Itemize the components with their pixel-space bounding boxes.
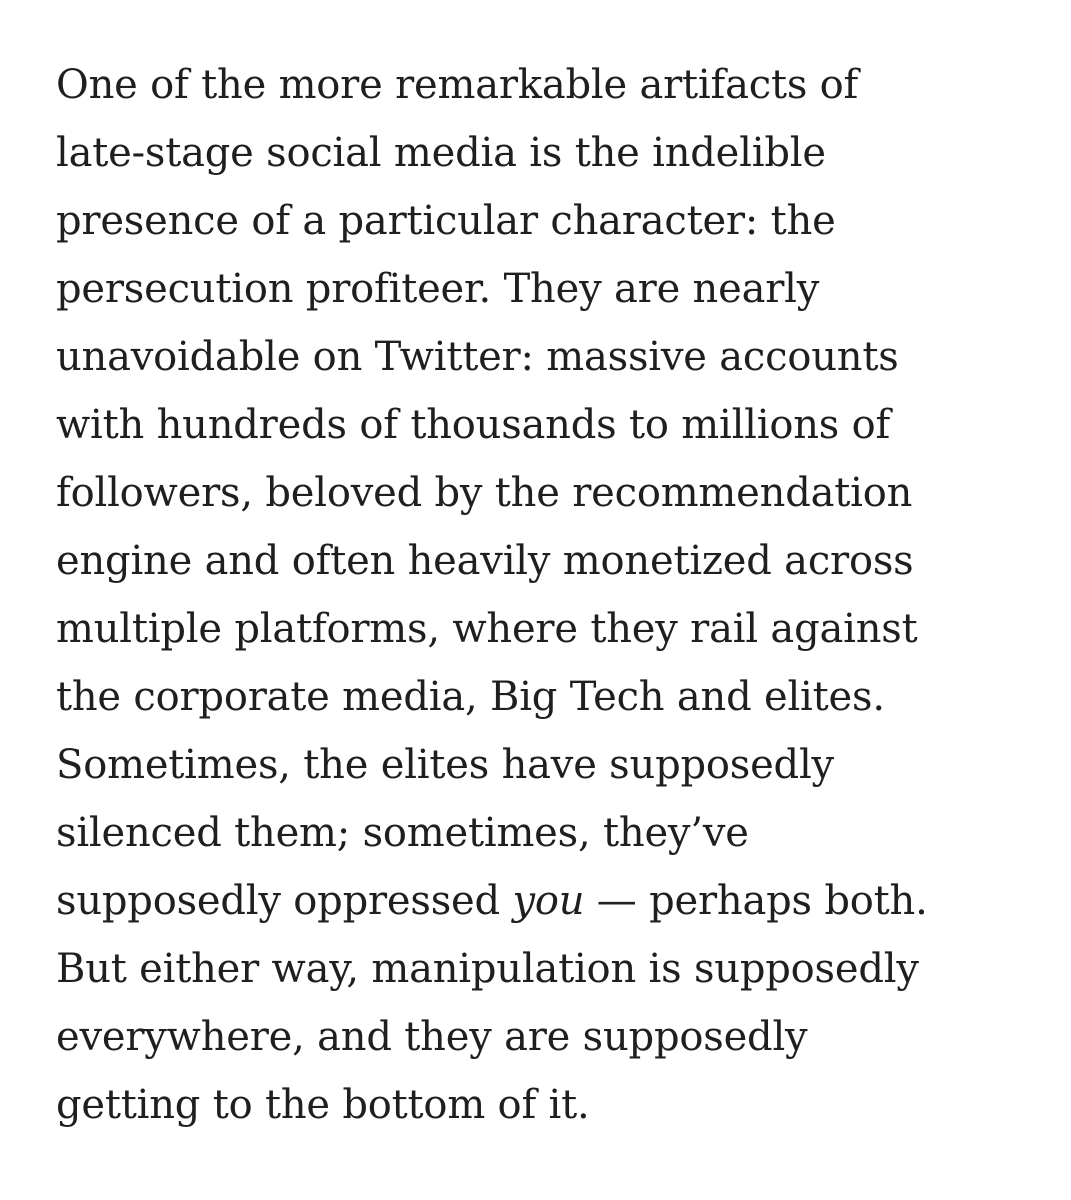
line-text: late-stage social media is the indelible <box>56 130 826 176</box>
text-line <box>56 459 1046 527</box>
text-line <box>56 51 1046 119</box>
line-text: everywhere, and they are supposedly <box>56 1014 808 1060</box>
article-paragraph <box>56 51 1046 1139</box>
line-text: persecution profiteer. They are nearly <box>56 266 820 312</box>
line-text: silenced them; sometimes, they’ve <box>56 810 749 856</box>
line-text: the corporate media, Big Tech and elites. <box>56 674 885 720</box>
line-text: But either way, manipulation is supposedly <box>56 946 919 992</box>
text-line <box>56 595 1046 663</box>
line-text: presence of a particular character: the <box>56 198 836 244</box>
text-line <box>56 119 1046 187</box>
line-text: getting to the bottom of it. <box>56 1082 590 1128</box>
text-line <box>56 731 1046 799</box>
text-line <box>56 255 1046 323</box>
emphasized-word: you <box>512 878 585 924</box>
line-text: unavoidable on Twitter: massive accounts <box>56 334 899 380</box>
line-text: followers, beloved by the recommendation <box>56 470 913 516</box>
text-line <box>56 391 1046 459</box>
text-line <box>56 663 1046 731</box>
line-text: multiple platforms, where they rail against <box>56 606 918 652</box>
text-line <box>56 187 1046 255</box>
text-line <box>56 1071 1046 1139</box>
text-line <box>56 1003 1046 1071</box>
line-text: engine and often heavily monetized across <box>56 538 914 584</box>
line-text: with hundreds of thousands to millions of <box>56 402 891 448</box>
line-text: One of the more remarkable artifacts of <box>56 62 859 108</box>
text-line <box>56 935 1046 1003</box>
line-text-before-emphasis: supposedly oppressed <box>56 878 513 924</box>
line-text: Sometimes, the elites have supposedly <box>56 742 834 788</box>
text-line <box>56 867 1046 935</box>
text-line <box>56 323 1046 391</box>
line-text-after-emphasis: — perhaps both. <box>584 878 928 924</box>
text-line <box>56 799 1046 867</box>
text-line <box>56 527 1046 595</box>
